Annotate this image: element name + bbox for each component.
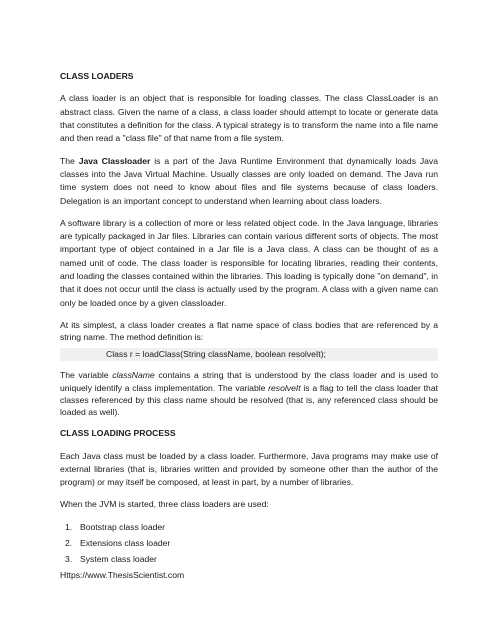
- paragraph-text: The: [60, 155, 79, 166]
- paragraph-class-loader-definition: A class loader is an object that is responsible for loading classes. The class ClassLoader is an abstract class. Given the name of a class, a class loader should attempt to locate or generate data that constitutes a definition for the class. A typical strategy is to transform the name into a file name and then read a "class file" of that name from a file system.: [60, 93, 438, 144]
- list-text: System class loader: [80, 554, 157, 565]
- document-page: [60, 70, 438, 570]
- paragraph-software-library: A software library is a collection of more or less related object code. In the Java language, libraries are typically packaged in Jar files. Libraries can contain various different sorts of objects. The most important type of object contained in a Jar file is a Java class. A class can be thought of as a named unit of code. The class loader is responsible for locating libraries, reading their contents, and loading the classes contained within the libraries. This loading is typically done "on demand", in that it does not occur until the class is actually used by the program. A class with a given name can only be loaded once by a given classloader.: [60, 217, 438, 308]
- list-item: [60, 521, 438, 534]
- paragraph-class-loading: Each Java class must be loaded by a class loader. Furthermore, Java programs may make use of external libraries (that is, libraries written and provided by someone other than the author of the program) or may itself be composed, at least in part, by a number of libraries.: [60, 450, 438, 488]
- list-item: [60, 537, 438, 550]
- paragraph-text: The variable: [60, 370, 113, 381]
- section-heading-class-loaders: CLASS LOADERS: [60, 71, 134, 81]
- list-number: 1.: [65, 521, 73, 532]
- list-number: 2.: [65, 538, 73, 549]
- paragraph-variables: [60, 369, 438, 418]
- paragraph-method-definition: At its simplest, a class loader creates a flat name space of class bodies that are referenced by a string name. The method definition is:: [60, 320, 438, 343]
- list-text: Extensions class loader: [80, 538, 171, 549]
- list-number: 3.: [65, 554, 73, 565]
- paragraph-text: is a part of the Java Runtime Environment that dynamically loads Java classes into the Java Virtual Machine. Usually classes are only loaded on demand. The Java run time system does not need to know about files and file systems because of class loaders. Delegation is an important concept to understand when learning about class loaders.: [60, 155, 439, 206]
- section-heading-class-loading-process: CLASS LOADING PROCESS: [60, 428, 176, 439]
- paragraph-java-classloader: [60, 155, 438, 208]
- paragraph-text: is a flag to tell the class loader that classes referenced by this class name should be resolved (that is, any referenced class should be loaded as well).: [60, 382, 438, 418]
- java-classloader-bold: Java Classloader: [78, 155, 151, 166]
- classname-italic: className: [112, 370, 155, 381]
- paragraph-jvm-start: When the JVM is started, three class loaders are used:: [60, 499, 269, 510]
- class-loader-list: [60, 521, 438, 567]
- footer-url: Https://www.ThesisScientist.com: [60, 570, 185, 580]
- list-text: Bootstrap class loader: [80, 521, 166, 532]
- code-snippet: Class r = loadClass(String className, boolean resolveIt);: [60, 348, 438, 361]
- list-item: [60, 553, 438, 566]
- paragraph-text: contains a string that is understood by the class loader and is used to uniquely identify a class implementation. The variable: [60, 370, 438, 393]
- resolveit-italic: resolveIt: [268, 382, 301, 393]
